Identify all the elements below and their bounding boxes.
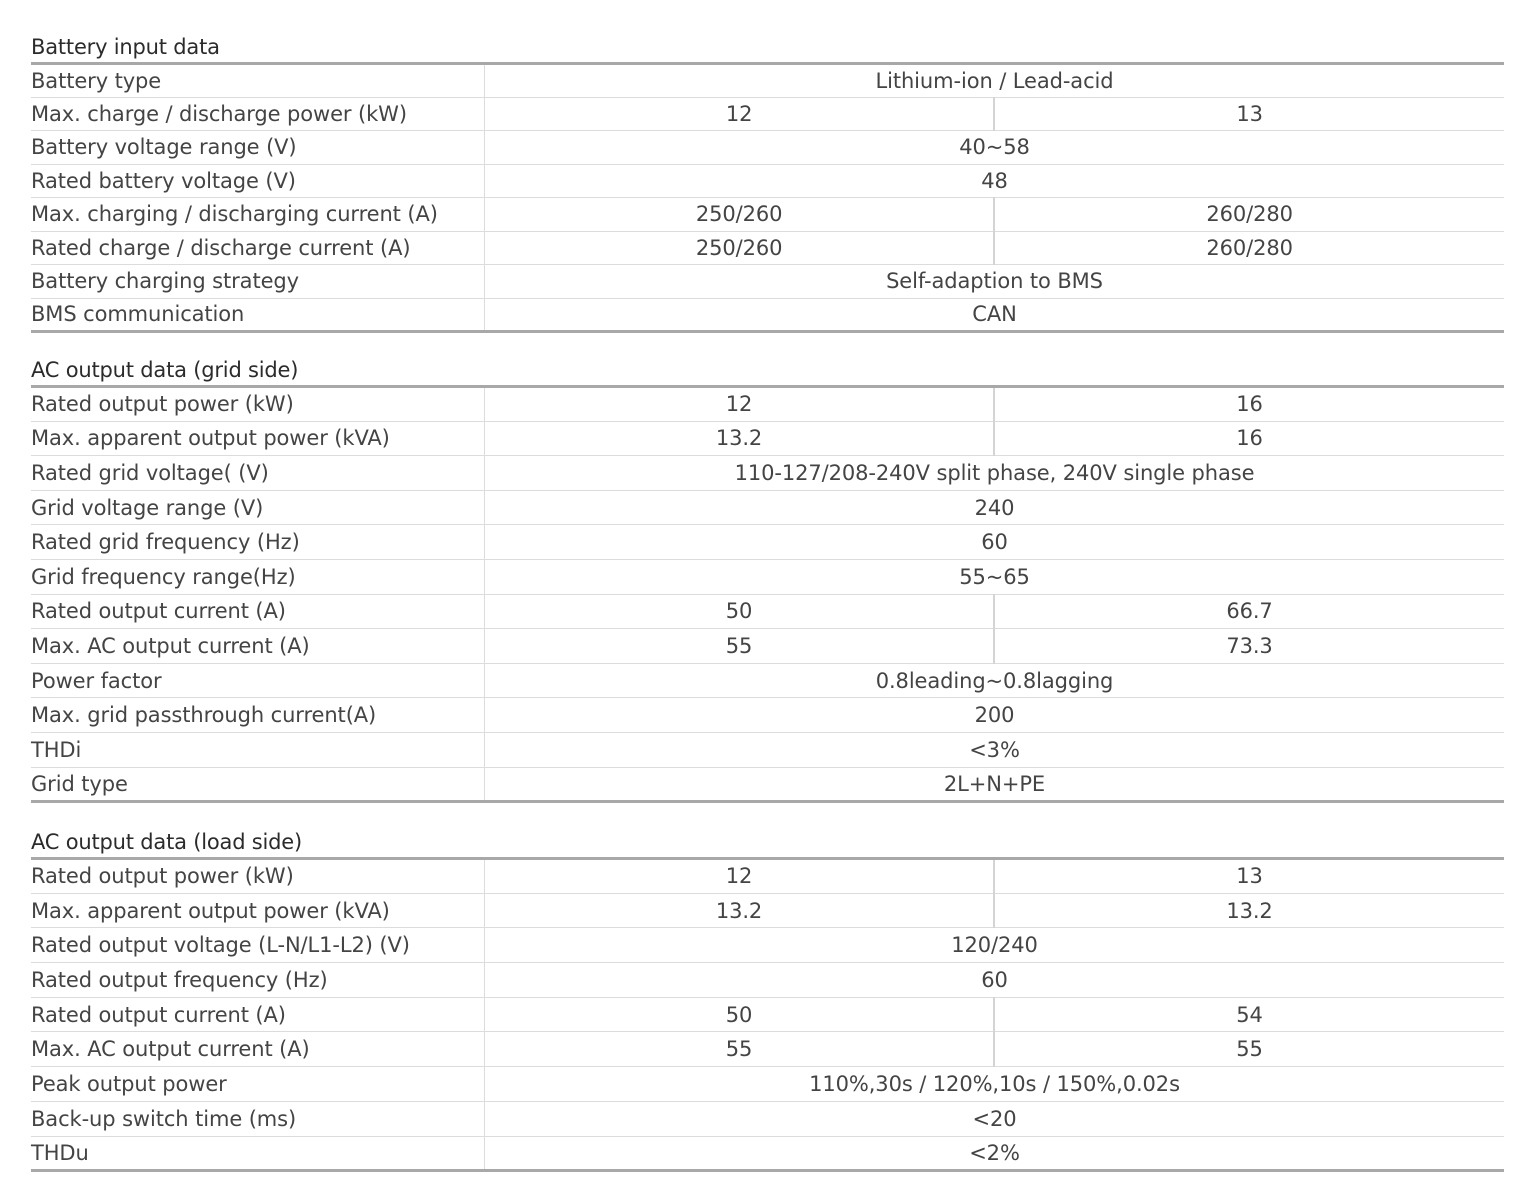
table-row: [31, 1032, 1504, 1067]
table-row: [31, 698, 1504, 733]
table-row: [31, 64, 1504, 98]
row-value-model-1: 50: [485, 997, 995, 1032]
row-label: Grid frequency range(Hz): [31, 559, 485, 594]
row-value-model-2: 260/280: [994, 198, 1504, 232]
row-value: <2%: [485, 1136, 1505, 1171]
table-row: [31, 1101, 1504, 1136]
spec-table: [31, 385, 1504, 803]
row-label: Max. AC output current (A): [31, 1032, 485, 1067]
table-row: [31, 997, 1504, 1032]
spec-table: [31, 62, 1504, 333]
row-value: 48: [485, 164, 1505, 198]
row-value: 55~65: [485, 559, 1505, 594]
row-label: Grid type: [31, 767, 485, 802]
section-ac-output-grid: [31, 353, 1504, 803]
row-value-model-1: 13.2: [485, 893, 995, 928]
row-value: 200: [485, 698, 1505, 733]
table-row: [31, 456, 1504, 491]
row-label: Battery charging strategy: [31, 265, 485, 299]
spec-table: [31, 857, 1504, 1172]
table-row: [31, 265, 1504, 299]
table-row: [31, 767, 1504, 802]
row-label: Max. AC output current (A): [31, 629, 485, 664]
row-label: THDu: [31, 1136, 485, 1171]
row-label: Power factor: [31, 663, 485, 698]
row-label: BMS communication: [31, 298, 485, 332]
row-value: CAN: [485, 298, 1505, 332]
table-row: [31, 1067, 1504, 1102]
table-row: [31, 387, 1504, 422]
table-row: [31, 131, 1504, 165]
row-value-model-2: 13.2: [994, 893, 1504, 928]
row-value: <20: [485, 1101, 1505, 1136]
section-battery-input: [31, 30, 1504, 333]
table-row: [31, 298, 1504, 332]
row-value: 60: [485, 525, 1505, 560]
row-value-model-2: 54: [994, 997, 1504, 1032]
row-value-model-1: 250/260: [485, 231, 995, 265]
row-value: Self-adaption to BMS: [485, 265, 1505, 299]
row-label: Rated output current (A): [31, 997, 485, 1032]
row-label: Rated battery voltage (V): [31, 164, 485, 198]
row-value-model-1: 13.2: [485, 421, 995, 456]
row-label: Rated output current (A): [31, 594, 485, 629]
table-row: [31, 928, 1504, 963]
table-row: [31, 490, 1504, 525]
row-value-model-2: 16: [1236, 392, 1263, 417]
row-label: Rated grid voltage( (V): [31, 456, 485, 491]
row-value-model-1: 55: [485, 1032, 995, 1067]
table-row: [31, 859, 1504, 894]
table-row: [31, 732, 1504, 767]
row-value-model-1: 250/260: [485, 198, 995, 232]
section-title: AC output data (grid side): [31, 358, 299, 382]
row-value-model-2: 13: [1236, 864, 1263, 889]
table-row: [31, 97, 1504, 131]
row-value-model-1: 12: [485, 97, 995, 131]
row-label: Battery voltage range (V): [31, 131, 485, 165]
row-label: Max. apparent output power (kVA): [31, 893, 485, 928]
row-value-model-2: 73.3: [994, 629, 1504, 664]
row-value: 110%,30s / 120%,10s / 150%,0.02s: [485, 1067, 1505, 1102]
row-label: Rated output power (kW): [31, 387, 485, 422]
row-label: Max. apparent output power (kVA): [31, 421, 485, 456]
row-value: 2L+N+PE: [485, 767, 1505, 802]
row-label: Rated grid frequency (Hz): [31, 525, 485, 560]
row-label: Back-up switch time (ms): [31, 1101, 485, 1136]
row-value-model-2: 66.7: [994, 594, 1504, 629]
row-label: Rated output frequency (Hz): [31, 963, 485, 998]
table-row: [31, 629, 1504, 664]
table-row: [31, 421, 1504, 456]
row-value-model-1: 55: [485, 629, 995, 664]
row-value: 120/240: [485, 928, 1505, 963]
row-value-model-1: 12: [485, 387, 995, 422]
section-title: AC output data (load side): [31, 830, 303, 854]
row-label: Max. charging / discharging current (A): [31, 198, 485, 232]
row-label: THDi: [31, 732, 485, 767]
section-title: Battery input data: [31, 35, 220, 59]
row-label: Rated output power (kW): [31, 859, 485, 894]
row-value: 240: [485, 490, 1505, 525]
row-label: Peak output power: [31, 1067, 485, 1102]
table-row: [31, 231, 1504, 265]
table-row: [31, 663, 1504, 698]
table-row: [31, 1136, 1504, 1171]
row-label: Max. grid passthrough current(A): [31, 698, 485, 733]
table-row: [31, 559, 1504, 594]
section-ac-output-load: [31, 825, 1504, 1172]
row-value-model-1: 12: [485, 859, 995, 894]
table-row: [31, 525, 1504, 560]
row-value: 40~58: [485, 131, 1505, 165]
row-value-model-2: 55: [994, 1032, 1504, 1067]
table-row: [31, 893, 1504, 928]
row-label: Rated charge / discharge current (A): [31, 231, 485, 265]
table-row: [31, 198, 1504, 232]
row-label: Battery type: [31, 64, 485, 98]
row-value-model-2: 16: [994, 421, 1504, 456]
row-value-model-2: 13: [994, 97, 1504, 131]
table-row: [31, 164, 1504, 198]
row-value: Lithium-ion / Lead-acid: [875, 68, 1114, 93]
row-value: 60: [485, 963, 1505, 998]
row-label: Grid voltage range (V): [31, 490, 485, 525]
table-row: [31, 594, 1504, 629]
row-value: 110-127/208-240V split phase, 240V single phase: [485, 456, 1505, 491]
row-label: Max. charge / discharge power (kW): [31, 97, 485, 131]
table-row: [31, 963, 1504, 998]
row-value: 0.8leading~0.8lagging: [485, 663, 1505, 698]
row-value-model-1: 50: [485, 594, 995, 629]
row-value-model-2: 260/280: [994, 231, 1504, 265]
row-value: <3%: [485, 732, 1505, 767]
row-label: Rated output voltage (L-N/L1-L2) (V): [31, 928, 485, 963]
